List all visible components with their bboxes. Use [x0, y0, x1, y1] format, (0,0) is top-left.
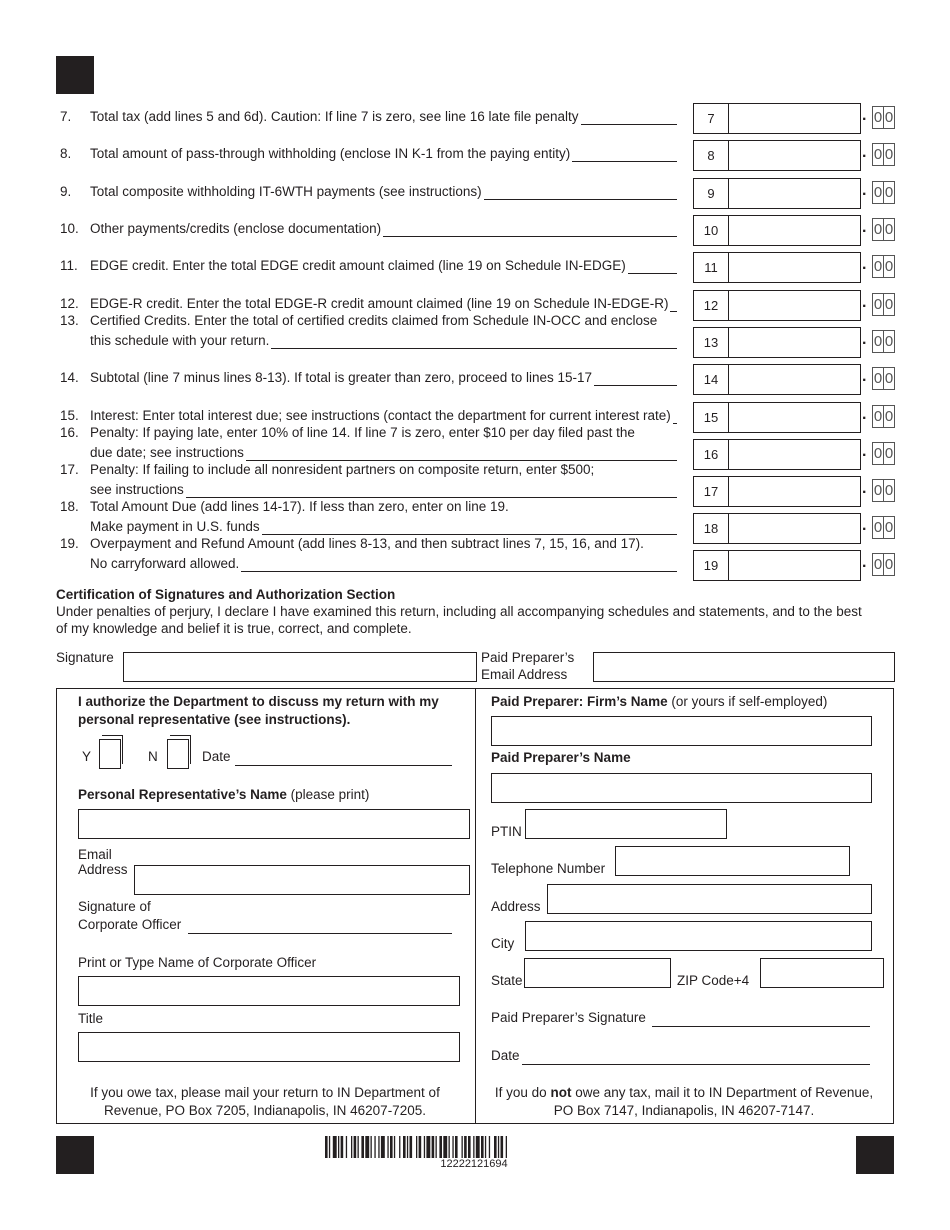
yes-label: Y: [82, 749, 92, 764]
line-number-box: 17: [693, 476, 729, 507]
amount-field[interactable]: [727, 439, 861, 470]
decimal-point: .: [862, 368, 867, 385]
amount-field[interactable]: [727, 252, 861, 283]
barcode-bar: [341, 1136, 344, 1158]
amount-field[interactable]: [727, 327, 861, 358]
line-text: EDGE credit. Enter the total EDGE credit amount claimed (line 19 on Schedule IN-EDGE): [90, 258, 626, 273]
barcode-bar: [464, 1136, 467, 1158]
barcode-bar: [489, 1136, 490, 1158]
line-number: 14.: [60, 370, 79, 385]
line-number-box: 16: [693, 439, 729, 470]
amount-field[interactable]: [727, 215, 861, 246]
barcode-bar: [476, 1136, 480, 1158]
line-text-continued: this schedule with your return.: [90, 333, 270, 348]
line-number-box: 8: [693, 140, 729, 171]
decimal-point: .: [862, 443, 867, 460]
zip-field[interactable]: [760, 958, 884, 988]
owe-mail-text-2: Revenue, PO Box 7205, Indianapolis, IN 46207-7205.: [104, 1103, 426, 1118]
print-name-label: Print or Type Name of Corporate Officer: [78, 955, 317, 970]
corp-signature-label-2: Corporate Officer: [78, 917, 182, 932]
certification-text-1: Under penalties of perjury, I declare I have examined this return, including all accompanying schedules and statements, and to the best: [56, 604, 862, 619]
authorize-date-line[interactable]: [235, 765, 452, 766]
barcode-bar: [361, 1136, 364, 1158]
city-label: City: [491, 936, 515, 951]
cents-digit: 0: [883, 553, 895, 576]
cents-digit: 0: [872, 106, 884, 129]
ptin-label: PTIN: [491, 824, 522, 839]
barcode-bar: [439, 1136, 442, 1158]
leader-line: [383, 236, 677, 237]
line-number: 10.: [60, 221, 79, 236]
decimal-point: .: [862, 331, 867, 348]
certification-title: Certification of Signatures and Authorization Section: [56, 587, 396, 602]
barcode-bar: [333, 1136, 337, 1158]
line-number-box: 10: [693, 215, 729, 246]
cents-digit: 0: [883, 181, 895, 204]
leader-line: [262, 534, 677, 535]
signature-field[interactable]: [123, 652, 477, 682]
line-text: Penalty: If failing to include all nonresident partners on composite return, enter $500;: [90, 462, 595, 477]
line-number-box: 11: [693, 252, 729, 283]
rep-name-field[interactable]: [78, 809, 470, 839]
barcode-bar: [426, 1136, 430, 1158]
title-label: Title: [78, 1011, 104, 1026]
leader-line: [246, 460, 677, 461]
barcode-bar: [338, 1136, 339, 1158]
line-number-box: 19: [693, 550, 729, 581]
barcode-bar: [394, 1136, 395, 1158]
cents-digit: 0: [883, 330, 895, 353]
certification-text-2: of my knowledge and belief it is true, correct, and complete.: [56, 621, 412, 636]
preparer-date-line[interactable]: [522, 1064, 870, 1065]
cents-digit: 0: [872, 181, 884, 204]
amount-field[interactable]: [727, 364, 861, 395]
line-text: Total amount of pass-through withholding (enclose IN K-1 from the paying entity): [90, 146, 571, 161]
cents-digit: 0: [883, 293, 895, 316]
barcode-bar: [455, 1136, 458, 1158]
state-label: State: [491, 973, 523, 988]
address-label: Address: [491, 899, 541, 914]
rep-email-label-2: Address: [78, 862, 128, 877]
decimal-point: .: [862, 256, 867, 273]
no-owe-mail-text-1c: owe any tax, mail it to IN Department of Revenue,: [571, 1085, 874, 1100]
leader-line: [673, 423, 677, 424]
cents-digit: 0: [883, 106, 895, 129]
line-number: 11.: [60, 258, 78, 273]
barcode-bar: [378, 1136, 379, 1158]
no-label: N: [148, 749, 158, 764]
firm-name-label-note: (or yours if self-employed): [671, 694, 828, 709]
barcode-bar: [381, 1136, 385, 1158]
telephone-label: Telephone Number: [491, 861, 606, 876]
cents-digit: 0: [883, 442, 895, 465]
line-number: 15.: [60, 408, 79, 423]
barcode-bar: [452, 1136, 453, 1158]
leader-line: [594, 385, 677, 386]
address-field[interactable]: [547, 884, 872, 914]
decimal-point: .: [862, 517, 867, 534]
barcode-bar: [390, 1136, 393, 1158]
rep-email-field[interactable]: [134, 865, 470, 895]
city-field[interactable]: [525, 921, 872, 951]
cents-digit: 0: [872, 516, 884, 539]
barcode-bar: [410, 1136, 413, 1158]
barcode-bar: [329, 1136, 330, 1158]
cents-digit: 0: [883, 516, 895, 539]
barcode-bars: [325, 1136, 623, 1158]
leader-line: [186, 497, 677, 498]
decimal-point: .: [862, 554, 867, 571]
barcode-bar: [485, 1136, 486, 1158]
barcode-bar: [325, 1136, 328, 1158]
barcode-bar: [416, 1136, 417, 1158]
barcode-bar: [449, 1136, 450, 1158]
cents-digit: 0: [872, 553, 884, 576]
amount-field[interactable]: [727, 178, 861, 209]
barcode-bar: [354, 1136, 357, 1158]
line-text-continued: due date; see instructions: [90, 445, 244, 460]
line-number: 19.: [60, 536, 79, 551]
corp-signature-line[interactable]: [188, 933, 452, 934]
barcode-bar: [358, 1136, 359, 1158]
cents-digit: 0: [872, 479, 884, 502]
preparer-name-field[interactable]: [491, 773, 872, 803]
line-text: Certified Credits. Enter the total of certified credits claimed from Schedule IN-OCC and enclose: [90, 313, 658, 328]
line-number-box: 12: [693, 290, 729, 321]
firm-name-label: [491, 694, 827, 709]
line-number: 17.: [60, 462, 79, 477]
cents-digit: 0: [883, 367, 895, 390]
amount-field[interactable]: [727, 103, 861, 134]
telephone-field[interactable]: [615, 846, 850, 876]
cents-digit: 0: [872, 367, 884, 390]
preparer-name-label: Paid Preparer’s Name: [491, 750, 631, 765]
firm-name-field[interactable]: [491, 716, 872, 746]
line-text: Total Amount Due (add lines 14-17). If less than zero, enter on line 19.: [90, 499, 509, 514]
no-owe-mail-text-1b: not: [550, 1085, 572, 1100]
line-number-box: 13: [693, 327, 729, 358]
ptin-field[interactable]: [525, 809, 727, 839]
leader-line: [581, 124, 677, 125]
barcode-bar: [399, 1136, 400, 1158]
zip-label: ZIP Code+4: [677, 973, 750, 988]
rep-name-label-note: (please print): [290, 787, 370, 802]
title-field[interactable]: [78, 1032, 460, 1062]
amount-field[interactable]: [727, 140, 861, 171]
line-text-continued: No carryforward allowed.: [90, 556, 240, 571]
preparer-signature-line[interactable]: [652, 1026, 870, 1027]
line-text-continued: see instructions: [90, 482, 184, 497]
rep-name-label-bold: Personal Representative’s Name: [78, 787, 287, 802]
cents-digit: 0: [883, 479, 895, 502]
leader-line: [241, 571, 677, 572]
preparer-date-label: Date: [491, 1048, 520, 1063]
barcode-bar: [443, 1136, 447, 1158]
registration-marker-top-left: [56, 56, 94, 94]
barcode-bar: [387, 1136, 388, 1158]
decimal-point: .: [862, 406, 867, 423]
decimal-point: .: [862, 480, 867, 497]
amount-field[interactable]: [727, 476, 861, 507]
decimal-point: .: [862, 107, 867, 124]
barcode-bar: [501, 1136, 504, 1158]
registration-marker-bottom-right: [856, 1136, 894, 1174]
barcode-bar: [424, 1136, 425, 1158]
amount-field[interactable]: [727, 550, 861, 581]
cents-digit: 0: [872, 143, 884, 166]
cents-digit: 0: [872, 293, 884, 316]
decimal-point: .: [862, 182, 867, 199]
barcode-bar: [506, 1136, 507, 1158]
line-number-box: 18: [693, 513, 729, 544]
line-text: Other payments/credits (enclose documentation): [90, 221, 382, 236]
line-number: 7.: [60, 109, 72, 124]
line-text: Subtotal (line 7 minus lines 8-13). If total is greater than zero, proceed to lines 15-17: [90, 370, 593, 385]
corp-signature-label-1: Signature of: [78, 899, 151, 914]
barcode-bar: [494, 1136, 497, 1158]
cents-digit: 0: [872, 255, 884, 278]
barcode-bar: [498, 1136, 499, 1158]
line-number-box: 14: [693, 364, 729, 395]
barcode: [325, 1136, 623, 1158]
line-number: 9.: [60, 184, 72, 199]
cents-digit: 0: [883, 255, 895, 278]
line-number-box: 15: [693, 402, 729, 433]
no-owe-mail-text-2: PO Box 7147, Indianapolis, IN 46207-7147.: [553, 1103, 815, 1118]
barcode-bar: [365, 1136, 369, 1158]
line-text: Total composite withholding IT-6WTH payments (see instructions): [90, 184, 482, 199]
barcode-bar: [468, 1136, 471, 1158]
line-number: 16.: [60, 425, 79, 440]
line-text-continued: Make payment in U.S. funds: [90, 519, 260, 534]
preparer-email-field[interactable]: [593, 652, 895, 682]
leader-line: [572, 161, 677, 162]
barcode-bar: [371, 1136, 372, 1158]
amount-field[interactable]: [727, 290, 861, 321]
line-text: EDGE-R credit. Enter the total EDGE-R credit amount claimed (line 19 on Schedule IN-EDGE-R): [90, 296, 669, 311]
line-text: Overpayment and Refund Amount (add lines 8-13, and then subtract lines 7, 15, 16, and 17).: [90, 536, 644, 551]
line-text: Interest: Enter total interest due; see instructions (contact the department for current interest rate): [90, 408, 671, 423]
preparer-email-label-2: Email Address: [481, 667, 568, 682]
barcode-bar: [419, 1136, 422, 1158]
barcode-bar: [473, 1136, 474, 1158]
preparer-email-label-1: Paid Preparer’s: [481, 650, 575, 665]
firm-name-label-bold: Paid Preparer: Firm’s Name: [491, 694, 668, 709]
owe-mail-text-1: If you owe tax, please mail your return to IN Department of: [90, 1085, 440, 1100]
authorize-date-label: Date: [202, 749, 231, 764]
signature-label: Signature: [56, 650, 114, 665]
preparer-signature-label: Paid Preparer’s Signature: [491, 1010, 646, 1025]
line-number: 13.: [60, 313, 79, 328]
barcode-bar: [432, 1136, 435, 1158]
line-number: 8.: [60, 146, 72, 161]
cents-digit: 0: [883, 405, 895, 428]
barcode-bar: [436, 1136, 437, 1158]
line-text: Total tax (add lines 5 and 6d). Caution: If line 7 is zero, see line 16 late file penalty: [90, 109, 579, 124]
line-number: 18.: [60, 499, 79, 514]
barcode-bar: [346, 1136, 347, 1158]
barcode-number: 12222121694: [440, 1158, 508, 1170]
decimal-point: .: [862, 294, 867, 311]
line-number: 12.: [60, 296, 79, 311]
leader-line: [628, 273, 677, 274]
no-checkbox[interactable]: [167, 739, 189, 769]
line-number-box: 9: [693, 178, 729, 209]
decimal-point: .: [862, 144, 867, 161]
no-owe-mail-text-1a: If you do: [494, 1085, 551, 1100]
state-field[interactable]: [524, 958, 671, 988]
line-text: Penalty: If paying late, enter 10% of line 14. If line 7 is zero, enter $10 per day filed past the: [90, 425, 635, 440]
cents-digit: 0: [883, 218, 895, 241]
authorize-text-2: personal representative (see instructions).: [78, 712, 351, 727]
leader-line: [670, 311, 677, 312]
barcode-bar: [407, 1136, 408, 1158]
cents-digit: 0: [872, 442, 884, 465]
rep-name-label: [78, 787, 369, 802]
cents-digit: 0: [883, 143, 895, 166]
decimal-point: .: [862, 219, 867, 236]
cents-digit: 0: [872, 218, 884, 241]
yes-checkbox[interactable]: [99, 739, 121, 769]
cents-digit: 0: [872, 330, 884, 353]
cents-digit: 0: [872, 405, 884, 428]
barcode-bar: [374, 1136, 375, 1158]
print-name-field[interactable]: [78, 976, 460, 1006]
amount-field[interactable]: [727, 513, 861, 544]
rep-email-label-1: Email: [78, 847, 112, 862]
leader-line: [484, 199, 677, 200]
barcode-bar: [403, 1136, 406, 1158]
no-owe-mail-text-1: [478, 1085, 890, 1100]
authorize-text-1: I authorize the Department to discuss my return with my: [78, 694, 439, 709]
registration-marker-bottom-left: [56, 1136, 94, 1174]
leader-line: [271, 348, 677, 349]
amount-field[interactable]: [727, 402, 861, 433]
line-number-box: 7: [693, 103, 729, 134]
barcode-bar: [481, 1136, 484, 1158]
barcode-bar: [351, 1136, 352, 1158]
barcode-bar: [462, 1136, 463, 1158]
